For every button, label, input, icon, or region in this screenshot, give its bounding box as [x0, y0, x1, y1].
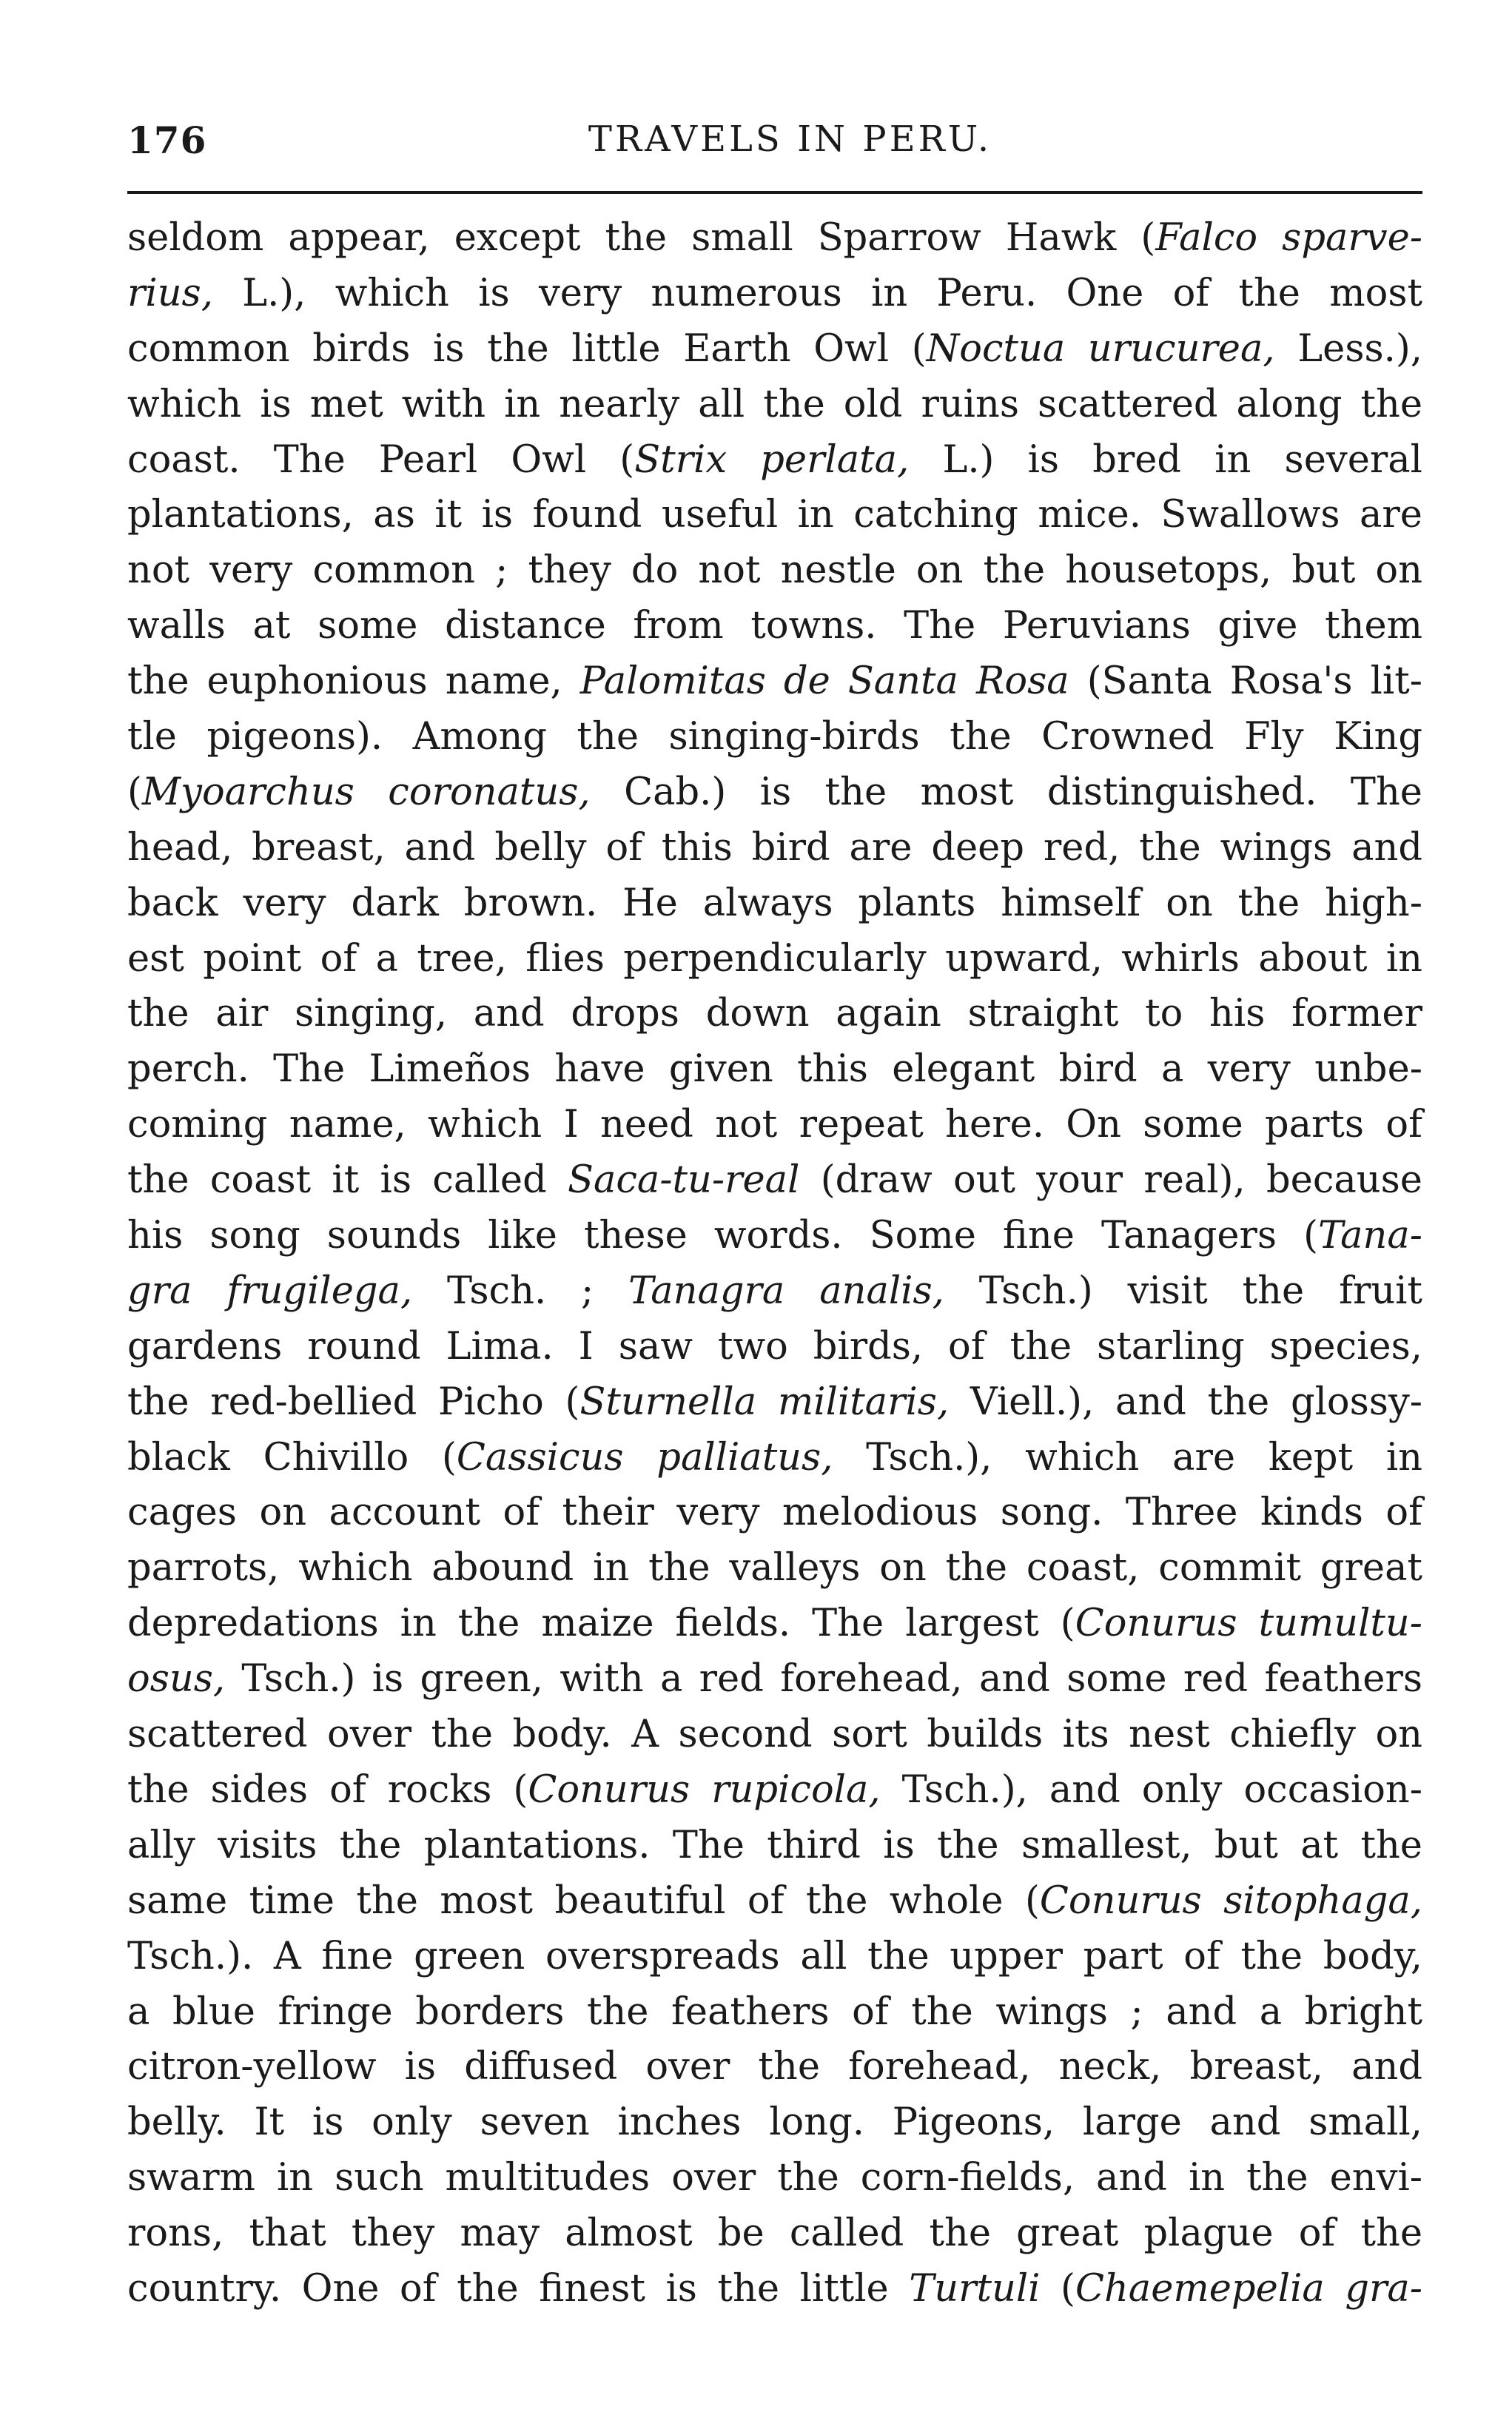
text-run: country. One of the finest is the little — [127, 2266, 910, 2311]
text-line — [127, 1818, 1422, 1874]
text-run: seldom appear, except the small Sparrow Hawk ( — [127, 216, 1156, 260]
italic-term: Strix perlata, — [634, 437, 910, 482]
text-run: rons, that they may almost be called the great plague of the — [127, 2211, 1422, 2256]
italic-term: Conurus rupicola, — [528, 1767, 881, 1812]
text-line — [127, 2151, 1422, 2206]
text-run: (Santa Rosa's lit- — [1069, 659, 1422, 704]
text-run: walls at some distance from towns. The Peruvians give them — [127, 604, 1422, 648]
text-line — [127, 932, 1422, 987]
text-line — [127, 377, 1422, 433]
text-run: the sides of rocks ( — [127, 1767, 528, 1812]
text-line — [127, 2095, 1422, 2151]
text-run: same time the most beautiful of the whole ( — [127, 1878, 1040, 1923]
text-run: the coast it is called — [127, 1158, 568, 1203]
text-run: ( — [127, 770, 142, 814]
text-line — [127, 765, 1422, 821]
text-run: Viell.), and the glossy- — [949, 1380, 1422, 1424]
body-text — [127, 211, 1422, 2317]
text-run: coast. The Pearl Owl ( — [127, 437, 635, 482]
text-line — [127, 599, 1422, 654]
text-line — [127, 1098, 1422, 1153]
text-run: ( — [1040, 2266, 1075, 2311]
text-line — [127, 543, 1422, 599]
text-run: L.), which is very numerous in Peru. One of the most — [212, 271, 1422, 315]
italic-term: rius, — [127, 271, 213, 315]
text-line — [127, 1541, 1422, 1596]
text-line — [127, 1652, 1422, 1707]
text-run: coming name, which I need not repeat here. On some parts of — [127, 1103, 1422, 1147]
text-run: Tsch. ; — [412, 1269, 629, 1313]
text-run: common birds is the little Earth Owl ( — [127, 326, 927, 371]
italic-term: Noctua urucurea, — [926, 326, 1275, 371]
running-title: TRAVELS IN PERU. — [588, 118, 992, 160]
text-run: the euphonious name, — [127, 659, 580, 704]
text-line — [127, 1929, 1422, 1985]
page-header — [127, 118, 1423, 163]
text-line — [127, 1431, 1422, 1486]
text-line — [127, 987, 1422, 1042]
italic-term: gra frugilega, — [127, 1269, 413, 1313]
text-run: which is met with in nearly all the old ruins scattered along the — [127, 382, 1422, 426]
text-run: ally visits the plantations. The third is the smallest, but at the — [127, 1823, 1422, 1867]
text-run: belly. It is only seven inches long. Pigeons, large and small, — [127, 2100, 1422, 2145]
text-line — [127, 1707, 1422, 1763]
italic-term: Sturnella militaris, — [579, 1380, 950, 1424]
text-run: swarm in such multitudes over the corn-fields, and in the envi- — [127, 2156, 1422, 2200]
text-run: not very common ; they do not nestle on the housetops, but on — [127, 548, 1422, 593]
text-run: parrots, which abound in the valleys on the coast, commit great — [127, 1546, 1422, 1591]
text-line — [127, 1153, 1422, 1209]
text-line — [127, 1042, 1422, 1098]
text-run: Tsch.). A fine green overspreads all the upper part of the body, — [127, 1934, 1422, 1978]
text-line — [127, 433, 1422, 488]
text-run: perch. The Limeños have given this elegant bird a very unbe- — [127, 1047, 1422, 1092]
text-run: his song sounds like these words. Some fine Tanagers ( — [127, 1214, 1319, 1258]
italic-term: Conurus tumultu- — [1075, 1602, 1422, 1646]
italic-term: Tanagra analis, — [628, 1269, 944, 1313]
text-run: Tsch.) is green, with a red forehead, and some red feathers — [225, 1657, 1422, 1702]
text-run: Tsch.), and only occasion- — [880, 1767, 1422, 1812]
italic-term: osus, — [127, 1657, 226, 1702]
text-run: the air singing, and drops down again straight to his former — [127, 992, 1422, 1036]
text-run: Tsch.), which are kept in — [833, 1435, 1422, 1480]
text-line — [127, 322, 1422, 377]
text-run: scattered over the body. A second sort builds its nest chiefly on — [127, 1713, 1422, 1757]
text-run: depredations in the maize fields. The largest ( — [127, 1602, 1075, 1646]
text-run: Cab.) is the most distinguished. The — [590, 770, 1422, 814]
text-line — [127, 2262, 1422, 2317]
text-line — [127, 654, 1422, 710]
text-line — [127, 710, 1422, 765]
italic-term: Saca-tu-real — [568, 1158, 800, 1203]
italic-term: Palomitas de Santa Rosa — [579, 659, 1069, 704]
text-run: back very dark brown. He always plants himself on the high- — [127, 881, 1422, 925]
text-line — [127, 1874, 1422, 1929]
text-line — [127, 1209, 1422, 1264]
text-run: est point of a tree, flies perpendicularly upward, whirls about in — [127, 936, 1422, 981]
italic-term: Cassicus palliatus, — [456, 1435, 833, 1480]
header-rule — [127, 191, 1422, 194]
text-run: cages on account of their very melodious song. Three kinds of — [127, 1491, 1422, 1535]
text-line — [127, 1596, 1422, 1652]
text-line — [127, 2040, 1422, 2095]
text-run: head, breast, and belly of this bird are deep red, the wings and — [127, 825, 1422, 870]
text-line — [127, 1485, 1422, 1541]
italic-term: Tana- — [1318, 1214, 1422, 1258]
text-run: Less.), — [1274, 326, 1422, 371]
text-line — [127, 211, 1422, 266]
text-run: black Chivillo ( — [127, 1435, 457, 1480]
text-line — [127, 488, 1422, 543]
text-line — [127, 2206, 1422, 2262]
text-line — [127, 1985, 1422, 2041]
text-run: tle pigeons). Among the singing-birds the Crowned Fly King — [127, 715, 1422, 759]
text-run: citron-yellow is diffused over the forehead, neck, breast, and — [127, 2045, 1422, 2089]
italic-term: Turtuli — [909, 2266, 1041, 2311]
text-line — [127, 266, 1422, 322]
text-line — [127, 1264, 1422, 1320]
italic-term: Chaemepelia gra- — [1075, 2266, 1423, 2311]
text-line — [127, 1763, 1422, 1818]
italic-term: Conurus sitophaga, — [1039, 1878, 1423, 1923]
text-run: (draw out your real), because — [799, 1158, 1422, 1203]
text-line — [127, 1320, 1422, 1375]
text-line — [127, 1375, 1422, 1431]
text-run: Tsch.) visit the fruit — [944, 1269, 1422, 1313]
text-run: L.) is bred in several — [909, 437, 1422, 482]
text-run: the red-bellied Picho ( — [127, 1380, 580, 1424]
text-line — [127, 821, 1422, 876]
page-number: 176 — [127, 118, 207, 162]
text-run: gardens round Lima. I saw two birds, of the starling species, — [127, 1324, 1422, 1368]
italic-term: Myoarchus coronatus, — [141, 770, 591, 814]
text-line — [127, 876, 1422, 932]
italic-term: Falco sparve- — [1155, 216, 1422, 260]
text-run: a blue fringe borders the feathers of the wings ; and a bright — [127, 1989, 1422, 2034]
text-run: plantations, as it is found useful in catching mice. Swallows are — [127, 493, 1422, 537]
